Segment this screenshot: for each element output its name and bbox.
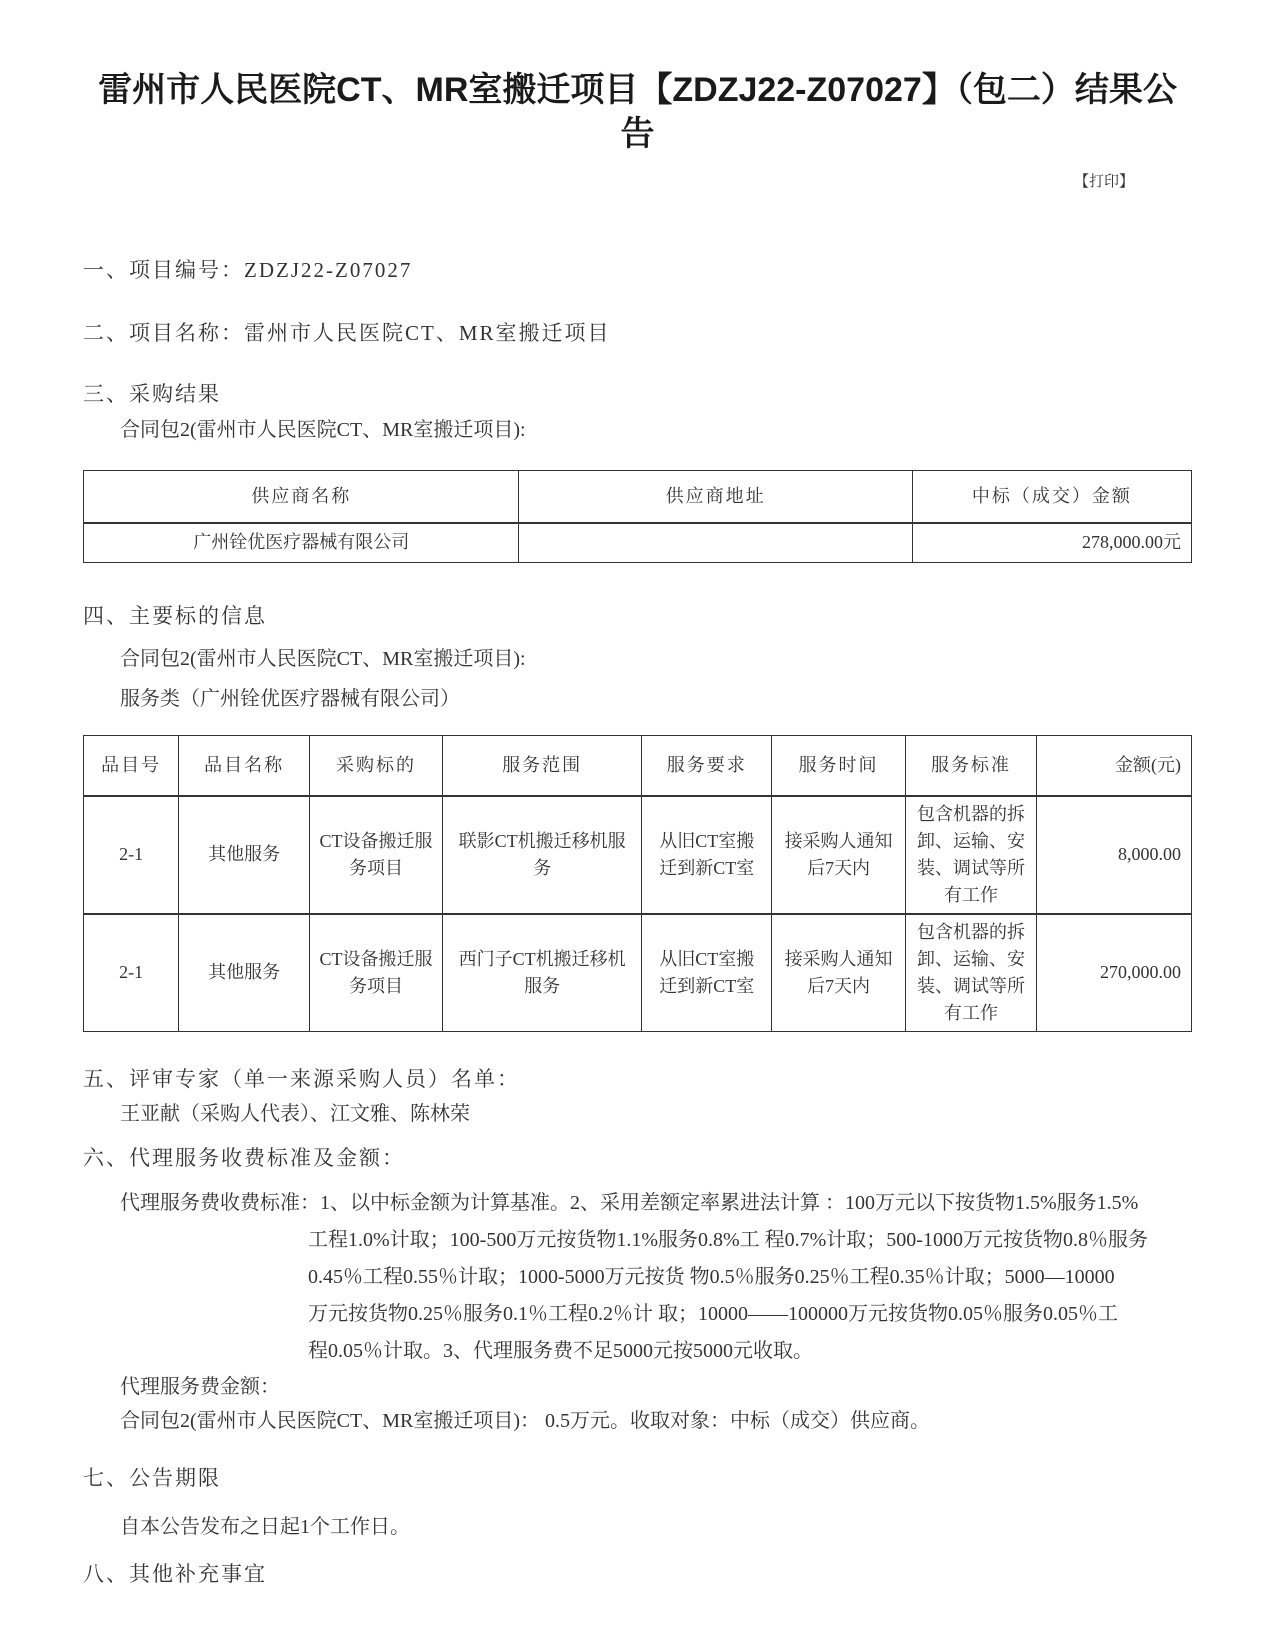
table-row xyxy=(84,914,1192,1032)
fee-amount-label: 代理服务费金额： xyxy=(120,1376,280,1398)
section-6-heading: 六、代理服务收费标准及金额： xyxy=(83,1146,405,1170)
amount-cell: 270,000.00 xyxy=(1036,914,1191,1032)
service-category-line: 服务类（广州铨优医疗器械有限公司） xyxy=(120,688,460,710)
award-amount-cell: 278,000.00元 xyxy=(912,523,1191,563)
section-8-heading: 八、其他补充事宜 xyxy=(83,1562,267,1586)
fee-standard-paragraph xyxy=(83,1185,1192,1370)
service-scope-cell: 联影CT机搬迁移机服务 xyxy=(442,796,641,914)
section-5-heading: 五、评审专家（单一来源采购人员）名单： xyxy=(83,1067,520,1091)
package-line-procurement-result: 合同包2(雷州市人民医院CT、MR室搬迁项目): xyxy=(120,419,526,441)
print-button[interactable]: 【打印】 xyxy=(1073,174,1134,190)
fee-standard-line: 万元按货物0.25％服务0.1％工程0.2％计 取；10000——100000万元按货物0.05％服务0.05％工 xyxy=(308,1303,1118,1325)
supplier-result-table xyxy=(83,470,1192,563)
service-standard-cell: 包含机器的拆卸、运输、安装、调试等所有工作 xyxy=(906,914,1037,1032)
package-line-main-subject: 合同包2(雷州市人民医院CT、MR室搬迁项目): xyxy=(120,648,526,670)
item-name-cell: 其他服务 xyxy=(179,796,310,914)
service-standard-cell: 包含机器的拆卸、运输、安装、调试等所有工作 xyxy=(906,796,1037,914)
table-header-row xyxy=(84,471,1192,523)
item-name-cell: 其他服务 xyxy=(179,914,310,1032)
announcement-period-line: 自本公告发布之日起1个工作日。 xyxy=(120,1516,410,1538)
print-row xyxy=(83,170,1192,191)
table-row xyxy=(84,523,1192,563)
experts-list: 王亚献（采购人代表）、江文雅、陈林荣 xyxy=(120,1103,470,1125)
section-7-heading: 七、公告期限 xyxy=(83,1466,221,1490)
service-time-cell: 接采购人通知后7天内 xyxy=(772,914,906,1032)
service-standard-header: 服务标准 xyxy=(906,736,1037,796)
item-no-cell: 2-1 xyxy=(84,796,179,914)
item-name-header: 品目名称 xyxy=(179,736,310,796)
supplier-name-header: 供应商名称 xyxy=(84,471,519,523)
fee-standard-line: 工程1.0%计取；100-500万元按货物1.1%服务0.8%工 程0.7%计取；500-1000万元按货物0.8％服务 xyxy=(308,1229,1148,1251)
award-amount-header: 中标（成交）金额 xyxy=(912,471,1191,523)
procurement-target-cell: CT设备搬迁服务项目 xyxy=(310,914,443,1032)
fee-standard-line: 代理服务费收费标准：1、以中标金额为计算基准。2、采用差额定率累进法计算 ：100万元以下按货物1.5%服务1.5% xyxy=(120,1192,1139,1214)
fee-standard-line: 0.45％工程0.55％计取；1000-5000万元按货 物0.5％服务0.25％工程0.35％计取；5000—10000 xyxy=(308,1266,1115,1288)
section-3-heading: 三、采购结果 xyxy=(83,382,221,406)
service-scope-cell: 西门子CT机搬迁移机服务 xyxy=(442,914,641,1032)
section-4-heading: 四、主要标的信息 xyxy=(83,604,267,628)
amount-cell: 8,000.00 xyxy=(1036,796,1191,914)
service-requirement-cell: 从旧CT室搬迁到新CT室 xyxy=(642,914,772,1032)
fee-amount-line: 合同包2(雷州市人民医院CT、MR室搬迁项目)： 0.5万元。收取对象：中标（成交）供应商。 xyxy=(120,1410,930,1432)
service-scope-header: 服务范围 xyxy=(442,736,641,796)
service-requirement-cell: 从旧CT室搬迁到新CT室 xyxy=(642,796,772,914)
section-1-heading: 一、项目编号：ZDZJ22-Z07027 xyxy=(83,258,413,282)
procurement-target-cell: CT设备搬迁服务项目 xyxy=(310,796,443,914)
supplier-address-header: 供应商地址 xyxy=(519,471,912,523)
fee-standard-line: 程0.05％计取。3、代理服务费不足5000元按5000元收取。 xyxy=(308,1340,813,1362)
page-title: 雷州市人民医院CT、MR室搬迁项目【ZDZJ22-Z07027】（包二）结果公告 xyxy=(98,71,1177,153)
procurement-target-header: 采购标的 xyxy=(310,736,443,796)
service-time-header: 服务时间 xyxy=(772,736,906,796)
amount-header: 金额(元) xyxy=(1036,736,1191,796)
table-row xyxy=(84,796,1192,914)
service-requirement-header: 服务要求 xyxy=(642,736,772,796)
supplier-name-cell: 广州铨优医疗器械有限公司 xyxy=(84,523,519,563)
item-no-header: 品目号 xyxy=(84,736,179,796)
service-items-table xyxy=(83,735,1192,1032)
table-header-row xyxy=(84,736,1192,796)
supplier-address-cell xyxy=(519,523,912,563)
service-time-cell: 接采购人通知后7天内 xyxy=(772,796,906,914)
item-no-cell: 2-1 xyxy=(84,914,179,1032)
section-2-heading: 二、项目名称：雷州市人民医院CT、MR室搬迁项目 xyxy=(83,321,611,345)
